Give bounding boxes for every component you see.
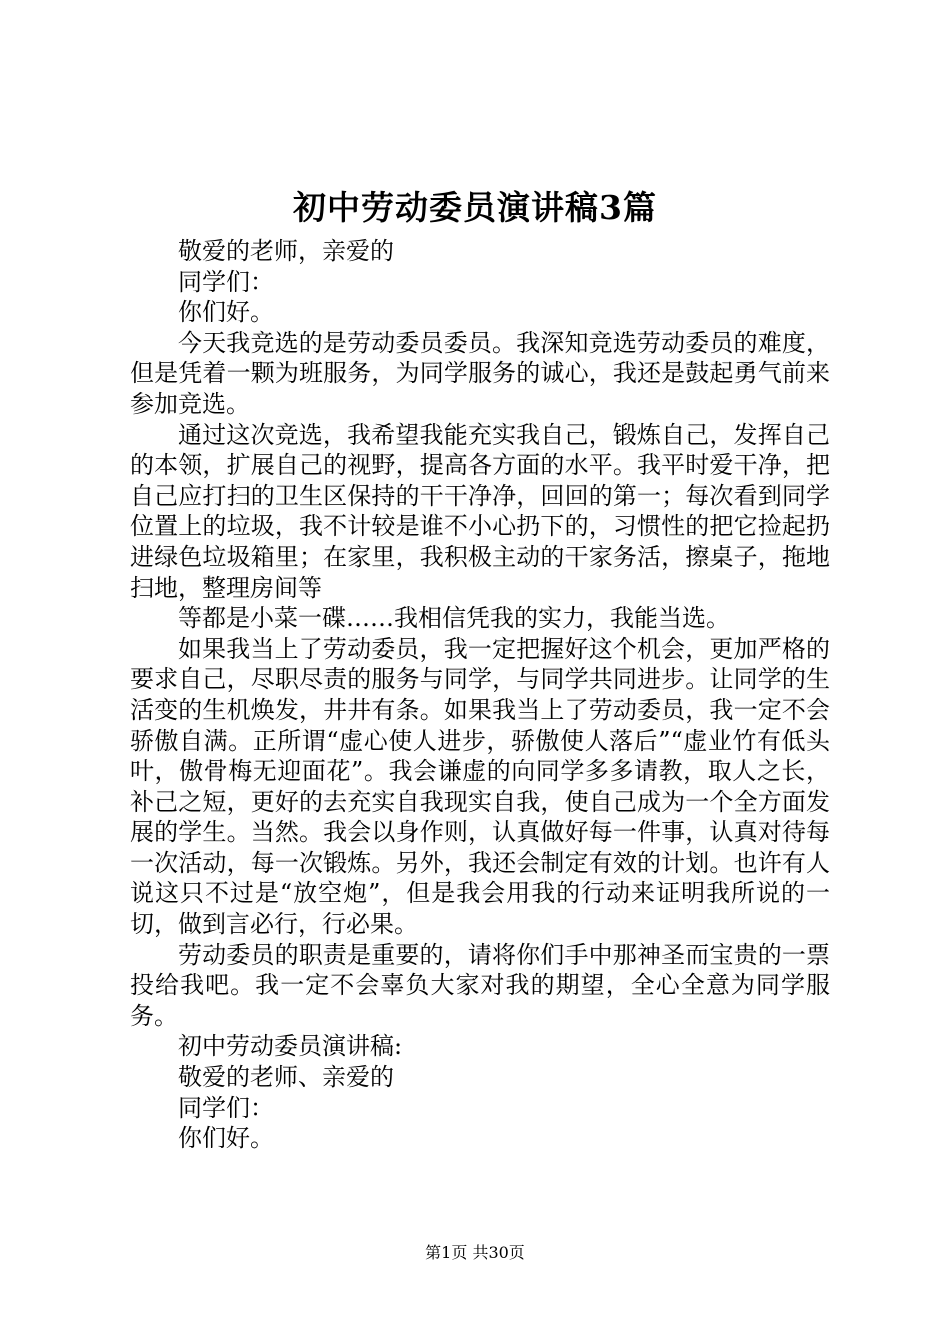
paragraph: 敬爱的老师，亲爱的 xyxy=(178,237,394,265)
paragraph: 你们好。 xyxy=(178,298,274,327)
paragraph: 同学们： xyxy=(178,267,274,296)
paragraph: 通过这次竞选，我希望我能充实我自己，锻炼自己，发挥自己的本领，扩展自己的视野，提高各方面的水平。我平时爱干净，把自己应打扫的卫生区保持的干干净净，回回的第一；每次看到同学位置上的垃圾，我不计较是谁不小心扔下的，习惯性的把它捡起扔进绿色垃圾箱里；在家里，我积极主动的干家务活，擦桌子，拖地扫地，整理房间等 xyxy=(130,420,830,602)
paragraph: 同学们： xyxy=(178,1093,274,1122)
paragraph: 等都是小菜一碟……我相信凭我的实力，我能当选。 xyxy=(178,604,730,633)
paragraph: 初中劳动委员演讲稿: xyxy=(178,1032,403,1061)
document-body xyxy=(130,236,830,1154)
document-title: 初中劳动委员演讲稿3篇 xyxy=(293,188,657,227)
paragraph: 敬爱的老师、亲爱的 xyxy=(178,1063,394,1092)
paragraph: 你们好。 xyxy=(178,1124,274,1153)
paragraph: 劳动委员的职责是重要的，请将你们手中那神圣而宝贵的一票投给我吧。我一定不会辜负大家对我的期望，全心全意为同学服务。 xyxy=(130,940,830,1030)
page-footer: 第1页 共30页 xyxy=(425,1243,525,1262)
paragraph: 今天我竞选的是劳动委员委员。我深知竞选劳动委员的难度，但是凭着一颗为班服务，为同学服务的诚心，我还是鼓起勇气前来参加竞选。 xyxy=(130,328,830,418)
paragraph: 如果我当上了劳动委员，我一定把握好这个机会，更加严格的要求自己，尽职尽责的服务与同学，与同学共同进步。让同学的生活变的生机焕发，井井有条。如果我当上了劳动委员，我一定不会骄傲自满。正所谓“虚心使人进步，骄傲使人落后”“虚业竹有低头叶，傲骨梅无迎面花”。我会谦虚的向同学多多请教，取人之长，补己之短，更好的去充实自我现实自我，使自己成为一个全方面发展的学生。当然。我会以身作则，认真做好每一件事，认真对待每一次活动，每一次锻炼。另外，我还会制定有效的计划。也许有人说这只不过是“放空炮”，但是我会用我的行动来证明我所说的一切，做到言必行，行必果。 xyxy=(130,634,830,939)
